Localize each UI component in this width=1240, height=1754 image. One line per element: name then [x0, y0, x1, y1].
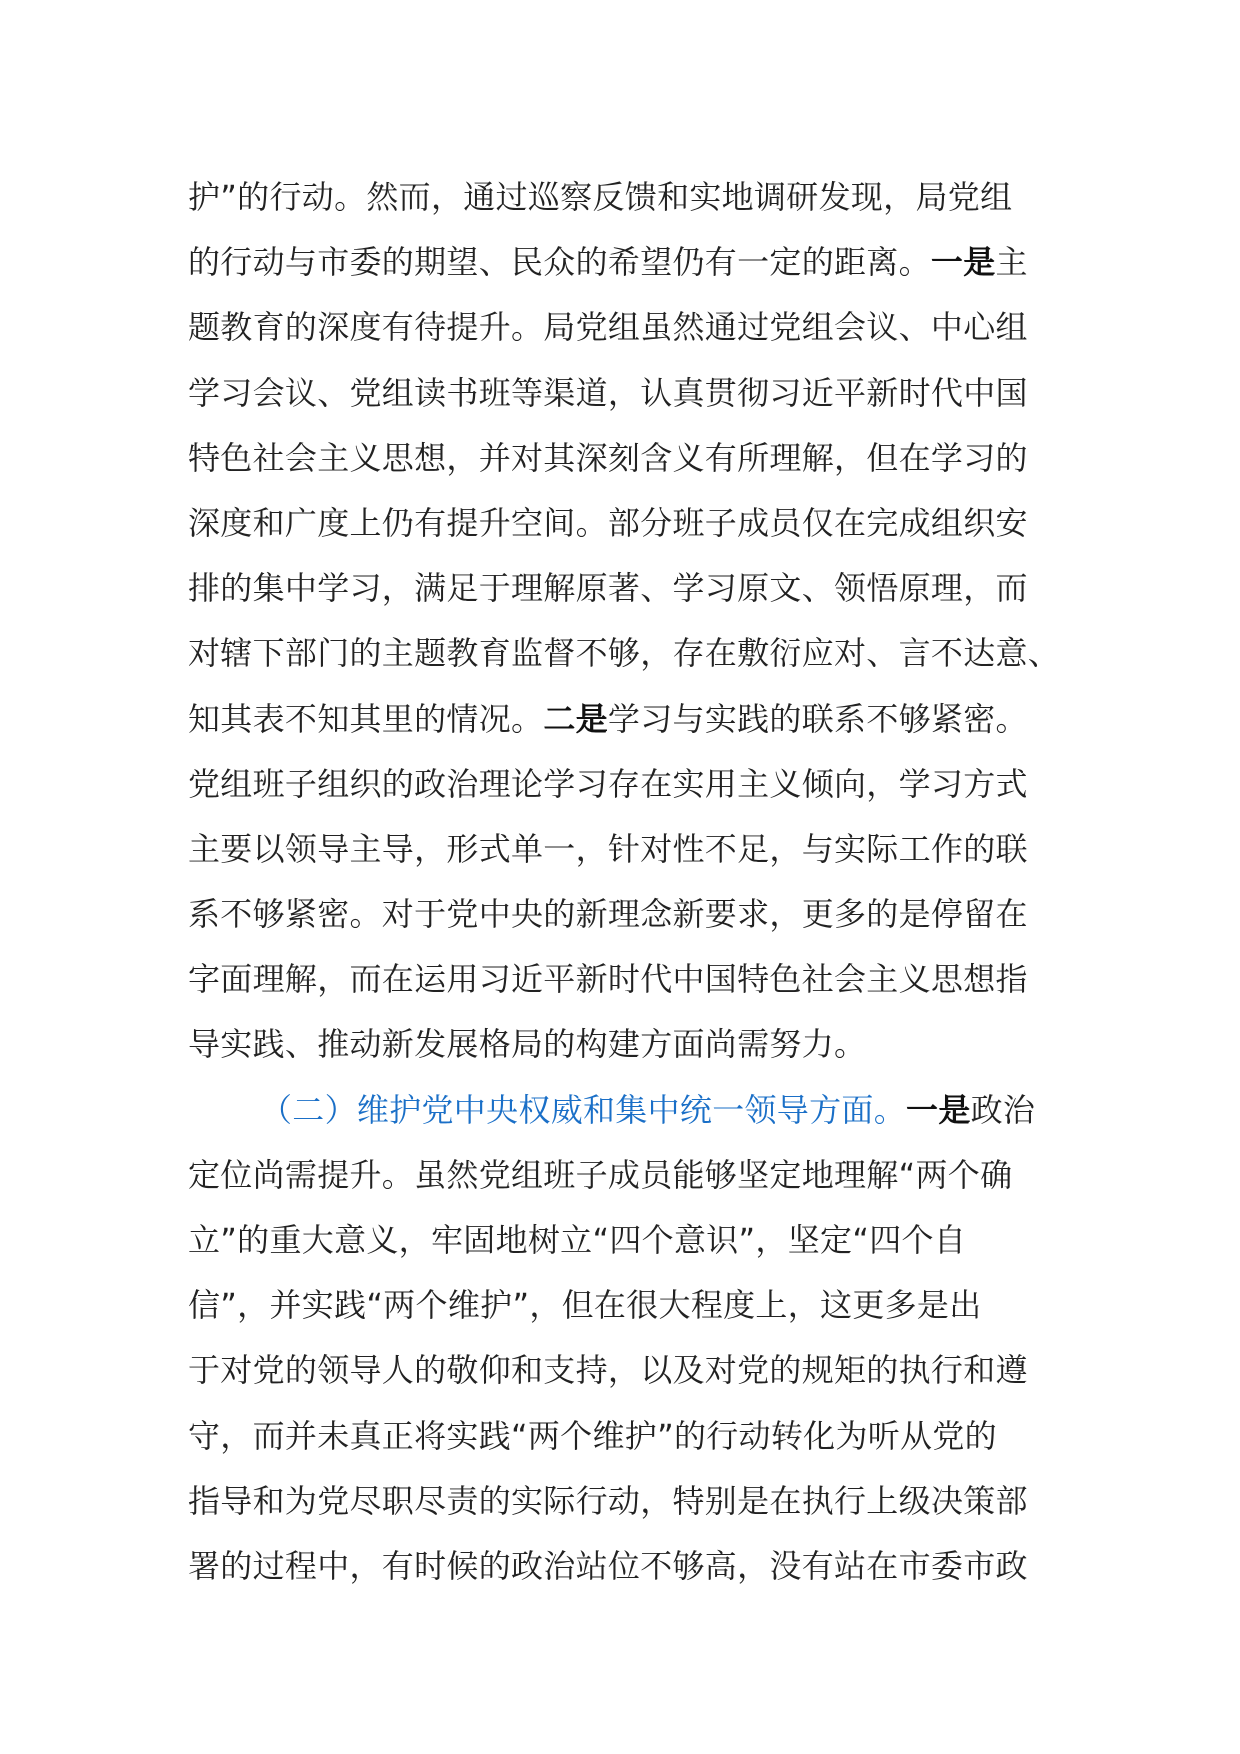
- line-text: 导实践、推动新发展格局的构建方面尚需努力。: [188, 1025, 867, 1064]
- text-line: [188, 817, 1060, 882]
- line-text: 对辖下部门的主题教育监督不够，存在敷衍应对、言不达意、: [188, 634, 1061, 673]
- text-line: [188, 1534, 1060, 1599]
- line-text: 题教育的深度有待提升。局党组虽然通过党组会议、中心组: [188, 308, 1028, 347]
- line-text: 的行动与市委的期望、民众的希望仍有一定的距离。: [188, 243, 931, 282]
- line-text: 政治: [970, 1090, 1036, 1129]
- text-line: [188, 752, 1060, 817]
- bold-marker: 一是: [906, 1090, 971, 1129]
- text-line: [188, 165, 1060, 230]
- line-text: 党组班子组织的政治理论学习存在实用主义倾向，学习方式: [188, 764, 1028, 803]
- text-line: [188, 491, 1060, 556]
- text-line: [188, 1338, 1060, 1403]
- line-text: 排的集中学习，满足于理解原著、学习原文、领悟原理，而: [188, 569, 1028, 608]
- text-line: [188, 361, 1060, 426]
- text-line: [188, 556, 1060, 621]
- section-heading: （二）维护党中央权威和集中统一领导方面。: [260, 1090, 907, 1129]
- line-text: 主要以领导主导，形式单一，针对性不足，与实际工作的联: [188, 829, 1028, 868]
- bold-marker: 二是: [543, 699, 608, 738]
- text-line: [188, 621, 1060, 686]
- line-text: 定位尚需提升。虽然党组班子成员能够坚定地理解“两个确: [188, 1155, 1013, 1194]
- text-line: [188, 426, 1060, 491]
- line-text: 学习与实践的联系不够紧密。: [607, 699, 1028, 738]
- line-text: 指导和为党尽职尽责的实际行动，特别是在执行上级决策部: [188, 1481, 1028, 1520]
- document-body: [188, 165, 1060, 1599]
- line-text: 立”的重大意义，牢固地树立“四个意识”，坚定“四个自: [188, 1221, 967, 1259]
- line-text: 知其表不知其里的情况。: [188, 699, 544, 738]
- text-line: [188, 1012, 1060, 1077]
- line-text: 特色社会主义思想，并对其深刻含义有所理解，但在学习的: [188, 438, 1028, 477]
- text-line: [188, 1208, 1060, 1273]
- line-text: 系不够紧密。对于党中央的新理念新要求，更多的是停留在: [188, 895, 1028, 934]
- section-heading-line: [188, 1078, 1060, 1143]
- text-line: [188, 687, 1060, 752]
- text-line: [188, 1404, 1060, 1469]
- line-text: 守，而并未真正将实践“两个维护”的行动转化为听从党的: [188, 1416, 997, 1455]
- line-text: 信”，并实践“两个维护”，但在很大程度上，这更多是出: [188, 1286, 982, 1325]
- text-line: [188, 1143, 1060, 1208]
- text-line: [188, 230, 1060, 295]
- text-line: [188, 1273, 1060, 1338]
- line-text: 深度和广度上仍有提升空间。部分班子成员仅在完成组织安: [188, 503, 1028, 542]
- line-text: 护”的行动。然而，通过巡察反馈和实地调研发现，局党组: [188, 178, 1013, 216]
- line-text: 主: [995, 243, 1028, 282]
- line-text: 学习会议、党组读书班等渠道，认真贯彻习近平新时代中国: [188, 373, 1028, 412]
- bold-marker: 一是: [930, 243, 996, 282]
- text-line: [188, 295, 1060, 360]
- text-line: [188, 1469, 1060, 1534]
- text-line: [188, 882, 1060, 947]
- line-text: 于对党的领导人的敬仰和支持，以及对党的规矩的执行和遵: [188, 1351, 1028, 1390]
- line-text: 字面理解，而在运用习近平新时代中国特色社会主义思想指: [188, 960, 1028, 999]
- line-text: 署的过程中，有时候的政治站位不够高，没有站在市委市政: [188, 1546, 1028, 1585]
- text-line: [188, 947, 1060, 1012]
